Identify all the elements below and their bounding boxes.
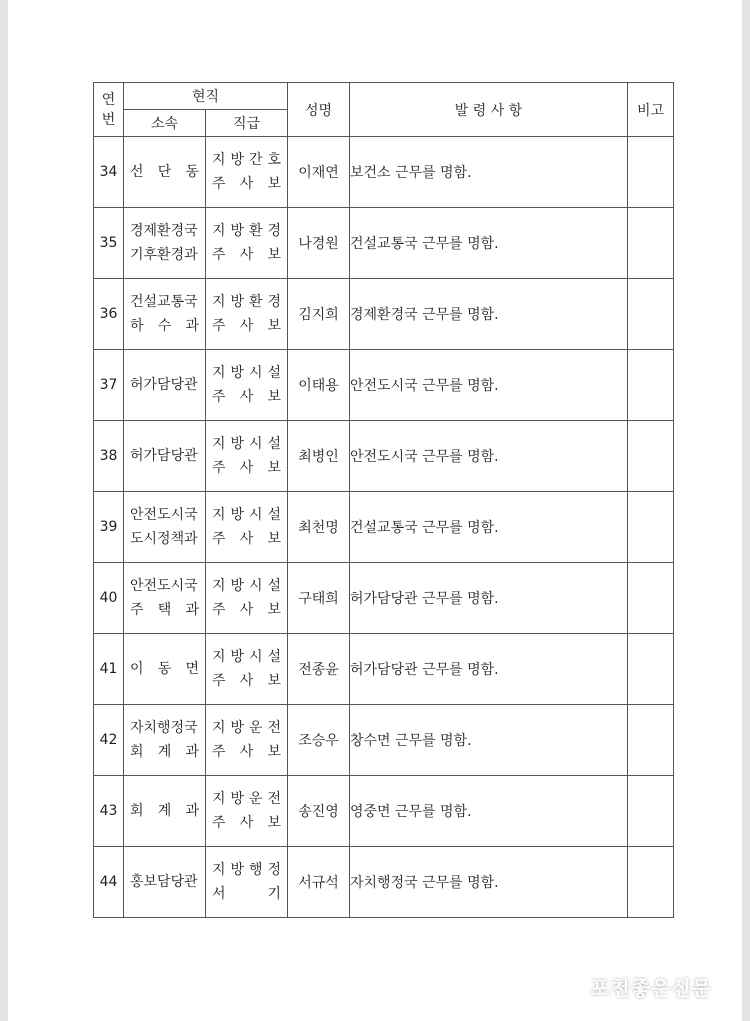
- grade-cell: [206, 705, 288, 776]
- affiliation-cell: [124, 421, 206, 492]
- header-grade: 직급: [206, 110, 288, 137]
- order-cell: 경제환경국 근무를 명함.: [350, 279, 628, 350]
- name-cell: 전종윤: [288, 634, 350, 705]
- header-remarks: 비고: [628, 83, 674, 137]
- serial-number-cell: 44: [94, 847, 124, 918]
- remark-cell: [628, 208, 674, 279]
- order-cell: 안전도시국 근무를 명함.: [350, 350, 628, 421]
- affiliation-cell: [124, 563, 206, 634]
- grade-line: 주 사 보: [212, 389, 281, 405]
- grade-cell: [206, 279, 288, 350]
- grade-line: 주 사 보: [212, 460, 281, 476]
- affiliation-cell: [124, 705, 206, 776]
- name-cell: 이재연: [288, 137, 350, 208]
- grade-line: 서 기: [212, 886, 281, 902]
- grade-line: 지 방 시 설: [212, 578, 281, 594]
- grade-line: 주 사 보: [212, 176, 281, 192]
- name-cell: 이태용: [288, 350, 350, 421]
- grade-line: 주 사 보: [212, 247, 281, 263]
- affiliation-line: 안전도시국: [130, 507, 198, 523]
- serial-number-cell: 41: [94, 634, 124, 705]
- order-cell: 영중면 근무를 명함.: [350, 776, 628, 847]
- name-cell: 구태희: [288, 563, 350, 634]
- affiliation-cell: [124, 847, 206, 918]
- grade-line: 지 방 시 설: [212, 649, 281, 665]
- name-cell: 나경원: [288, 208, 350, 279]
- remark-cell: [628, 279, 674, 350]
- remark-cell: [628, 137, 674, 208]
- table-row: [94, 421, 674, 492]
- table-row: [94, 208, 674, 279]
- header-name: 성명: [288, 83, 350, 137]
- order-cell: 안전도시국 근무를 명함.: [350, 421, 628, 492]
- affiliation-line: 경제환경국: [130, 223, 198, 239]
- grade-line: 주 사 보: [212, 531, 281, 547]
- affiliation-cell: [124, 350, 206, 421]
- remark-cell: [628, 350, 674, 421]
- header-serial-char-2: 번: [101, 111, 116, 128]
- table-row: [94, 634, 674, 705]
- affiliation-cell: [124, 137, 206, 208]
- order-cell: 허가담당관 근무를 명함.: [350, 563, 628, 634]
- grade-cell: [206, 208, 288, 279]
- affiliation-line: 도시정책과: [130, 531, 198, 547]
- grade-line: 지 방 운 전: [212, 791, 281, 807]
- remark-cell: [628, 492, 674, 563]
- affiliation-line: 회 계 과: [130, 803, 199, 819]
- remark-cell: [628, 563, 674, 634]
- grade-line: 주 사 보: [212, 815, 281, 831]
- grade-line: 지 방 간 호: [212, 152, 281, 168]
- serial-number-cell: 36: [94, 279, 124, 350]
- grade-cell: [206, 634, 288, 705]
- grade-line: 지 방 운 전: [212, 720, 281, 736]
- table-row: [94, 137, 674, 208]
- order-cell: 건설교통국 근무를 명함.: [350, 492, 628, 563]
- remark-cell: [628, 634, 674, 705]
- grade-line: 지 방 시 설: [212, 365, 281, 381]
- serial-number-cell: 35: [94, 208, 124, 279]
- watermark-logo: 포천좋은신문: [590, 976, 712, 1000]
- table-row: [94, 776, 674, 847]
- name-cell: 김지희: [288, 279, 350, 350]
- affiliation-line: 건설교통국: [130, 294, 198, 310]
- affiliation-line: 허가담당관: [130, 448, 198, 464]
- name-cell: 송진영: [288, 776, 350, 847]
- remark-cell: [628, 421, 674, 492]
- order-cell: 건설교통국 근무를 명함.: [350, 208, 628, 279]
- affiliation-line: 홍보담당관: [130, 874, 198, 890]
- header-serial-char-1: 연: [101, 91, 116, 108]
- header-serial-number: [94, 83, 124, 137]
- table-body: [94, 137, 674, 918]
- affiliation-line: 자치행정국: [130, 720, 198, 736]
- affiliation-line: 주 택 과: [130, 602, 199, 618]
- table-row: [94, 350, 674, 421]
- remark-cell: [628, 705, 674, 776]
- grade-line: 지 방 환 경: [212, 294, 281, 310]
- remark-cell: [628, 847, 674, 918]
- grade-cell: [206, 563, 288, 634]
- affiliation-cell: [124, 279, 206, 350]
- header-affiliation: 소속: [124, 110, 206, 137]
- affiliation-cell: [124, 634, 206, 705]
- order-cell: 창수면 근무를 명함.: [350, 705, 628, 776]
- affiliation-line: 허가담당관: [130, 377, 198, 393]
- remark-cell: [628, 776, 674, 847]
- table-row: [94, 705, 674, 776]
- grade-line: 주 사 보: [212, 602, 281, 618]
- grade-line: 지 방 시 설: [212, 507, 281, 523]
- order-cell: 허가담당관 근무를 명함.: [350, 634, 628, 705]
- table-row: [94, 847, 674, 918]
- affiliation-cell: [124, 492, 206, 563]
- affiliation-line: 하 수 과: [130, 318, 199, 334]
- affiliation-line: 기후환경과: [130, 247, 198, 263]
- grade-cell: [206, 847, 288, 918]
- serial-number-cell: 34: [94, 137, 124, 208]
- serial-number-cell: 37: [94, 350, 124, 421]
- affiliation-line: 회 계 과: [130, 744, 199, 760]
- table-row: [94, 563, 674, 634]
- document-page: [8, 0, 742, 1021]
- grade-cell: [206, 421, 288, 492]
- grade-line: 주 사 보: [212, 318, 281, 334]
- grade-cell: [206, 137, 288, 208]
- name-cell: 최병인: [288, 421, 350, 492]
- header-current-position: 현직: [124, 83, 288, 110]
- serial-number-cell: 38: [94, 421, 124, 492]
- grade-line: 주 사 보: [212, 673, 281, 689]
- serial-number-cell: 43: [94, 776, 124, 847]
- serial-number-cell: 40: [94, 563, 124, 634]
- serial-number-cell: 39: [94, 492, 124, 563]
- grade-line: 지 방 시 설: [212, 436, 281, 452]
- affiliation-line: 안전도시국: [130, 578, 198, 594]
- grade-cell: [206, 492, 288, 563]
- table-row: [94, 492, 674, 563]
- name-cell: 서규석: [288, 847, 350, 918]
- table-row: [94, 279, 674, 350]
- grade-line: 지 방 환 경: [212, 223, 281, 239]
- name-cell: 최천명: [288, 492, 350, 563]
- affiliation-line: 선 단 동: [130, 164, 199, 180]
- affiliation-cell: [124, 208, 206, 279]
- grade-cell: [206, 776, 288, 847]
- order-cell: 보건소 근무를 명함.: [350, 137, 628, 208]
- order-cell: 자치행정국 근무를 명함.: [350, 847, 628, 918]
- grade-cell: [206, 350, 288, 421]
- grade-line: 주 사 보: [212, 744, 281, 760]
- affiliation-line: 이 동 면: [130, 661, 199, 677]
- affiliation-cell: [124, 776, 206, 847]
- grade-line: 지 방 행 정: [212, 862, 281, 878]
- header-order: 발 령 사 항: [350, 83, 628, 137]
- serial-number-cell: 42: [94, 705, 124, 776]
- personnel-order-table: [93, 82, 674, 918]
- name-cell: 조승우: [288, 705, 350, 776]
